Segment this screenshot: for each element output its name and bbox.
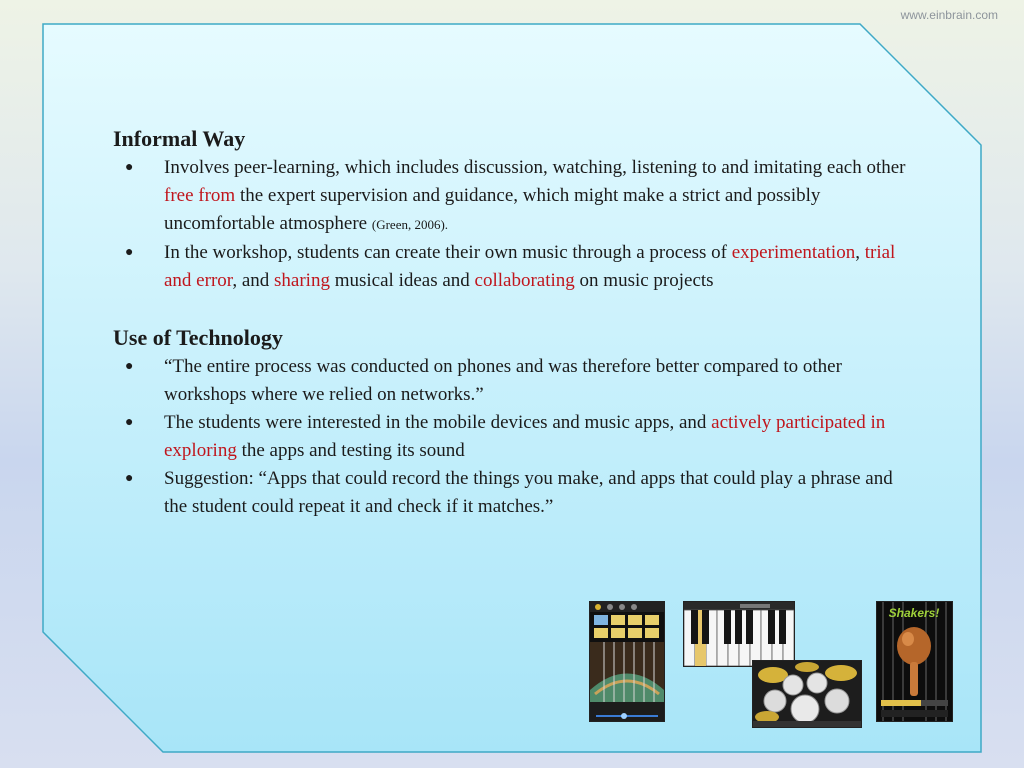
watermark-url: www.einbrain.com (900, 8, 998, 22)
bullet-item (113, 154, 913, 239)
bullet-dot: ● (125, 359, 134, 374)
highlighted-text: free from (164, 185, 236, 206)
bullet-text: In the workshop, students can create their own music through a process of (164, 242, 732, 263)
bullet-text: , and (232, 270, 275, 291)
use-of-technology-list (113, 353, 913, 521)
bullet-item (113, 409, 913, 465)
citation-text: (Green, 2006). (371, 217, 449, 232)
piano-app-screenshot (683, 601, 795, 667)
shakers-app-screenshot (876, 601, 953, 722)
bullet-item (113, 239, 913, 295)
informal-way-list (113, 154, 913, 295)
highlighted-text: actively participated in exploring (164, 412, 886, 461)
drum-kit-app-screenshot (752, 660, 862, 728)
bullet-dot: ● (125, 245, 134, 260)
bullet-item (113, 353, 913, 409)
bullet-text: Involves peer-learning, which includes discussion, watching, listening to and imitating each other (164, 157, 906, 178)
highlighted-text: collaborating (474, 270, 575, 291)
shakers-app-title: Shakers! (888, 606, 940, 620)
bullet-text: on music projects (574, 270, 714, 291)
bullet-text: the apps and testing its sound (236, 440, 465, 461)
section-title-use-of-technology: Use of Technology (113, 325, 283, 350)
bullet-text: musical ideas and (329, 270, 475, 291)
guitar-app-screenshot (589, 601, 665, 722)
bullet-text: “The entire process was conducted on phones and was therefore better compared to other workshops where we relied on networks.” (164, 356, 842, 405)
bullet-text: , (855, 242, 865, 263)
bullet-dot: ● (125, 160, 134, 175)
bullet-dot: ● (125, 415, 134, 430)
highlighted-text: experimentation (731, 242, 856, 263)
bullet-text: Suggestion: “Apps that could record the things you make, and apps that could play a phrase and the student could repeat it and check if it matches.” (164, 468, 893, 517)
bullet-dot: ● (125, 471, 134, 486)
bullet-item (113, 465, 913, 521)
section-title-informal-way: Informal Way (113, 126, 246, 151)
highlighted-text: sharing (274, 270, 330, 291)
bullet-text: The students were interested in the mobile devices and music apps, and (164, 412, 712, 433)
bullet-text: the expert supervision and guidance, which might make a strict and possibly uncomfortable atmosphere (164, 185, 821, 234)
highlighted-text: trial and error (164, 242, 896, 291)
slide-content (113, 124, 913, 521)
